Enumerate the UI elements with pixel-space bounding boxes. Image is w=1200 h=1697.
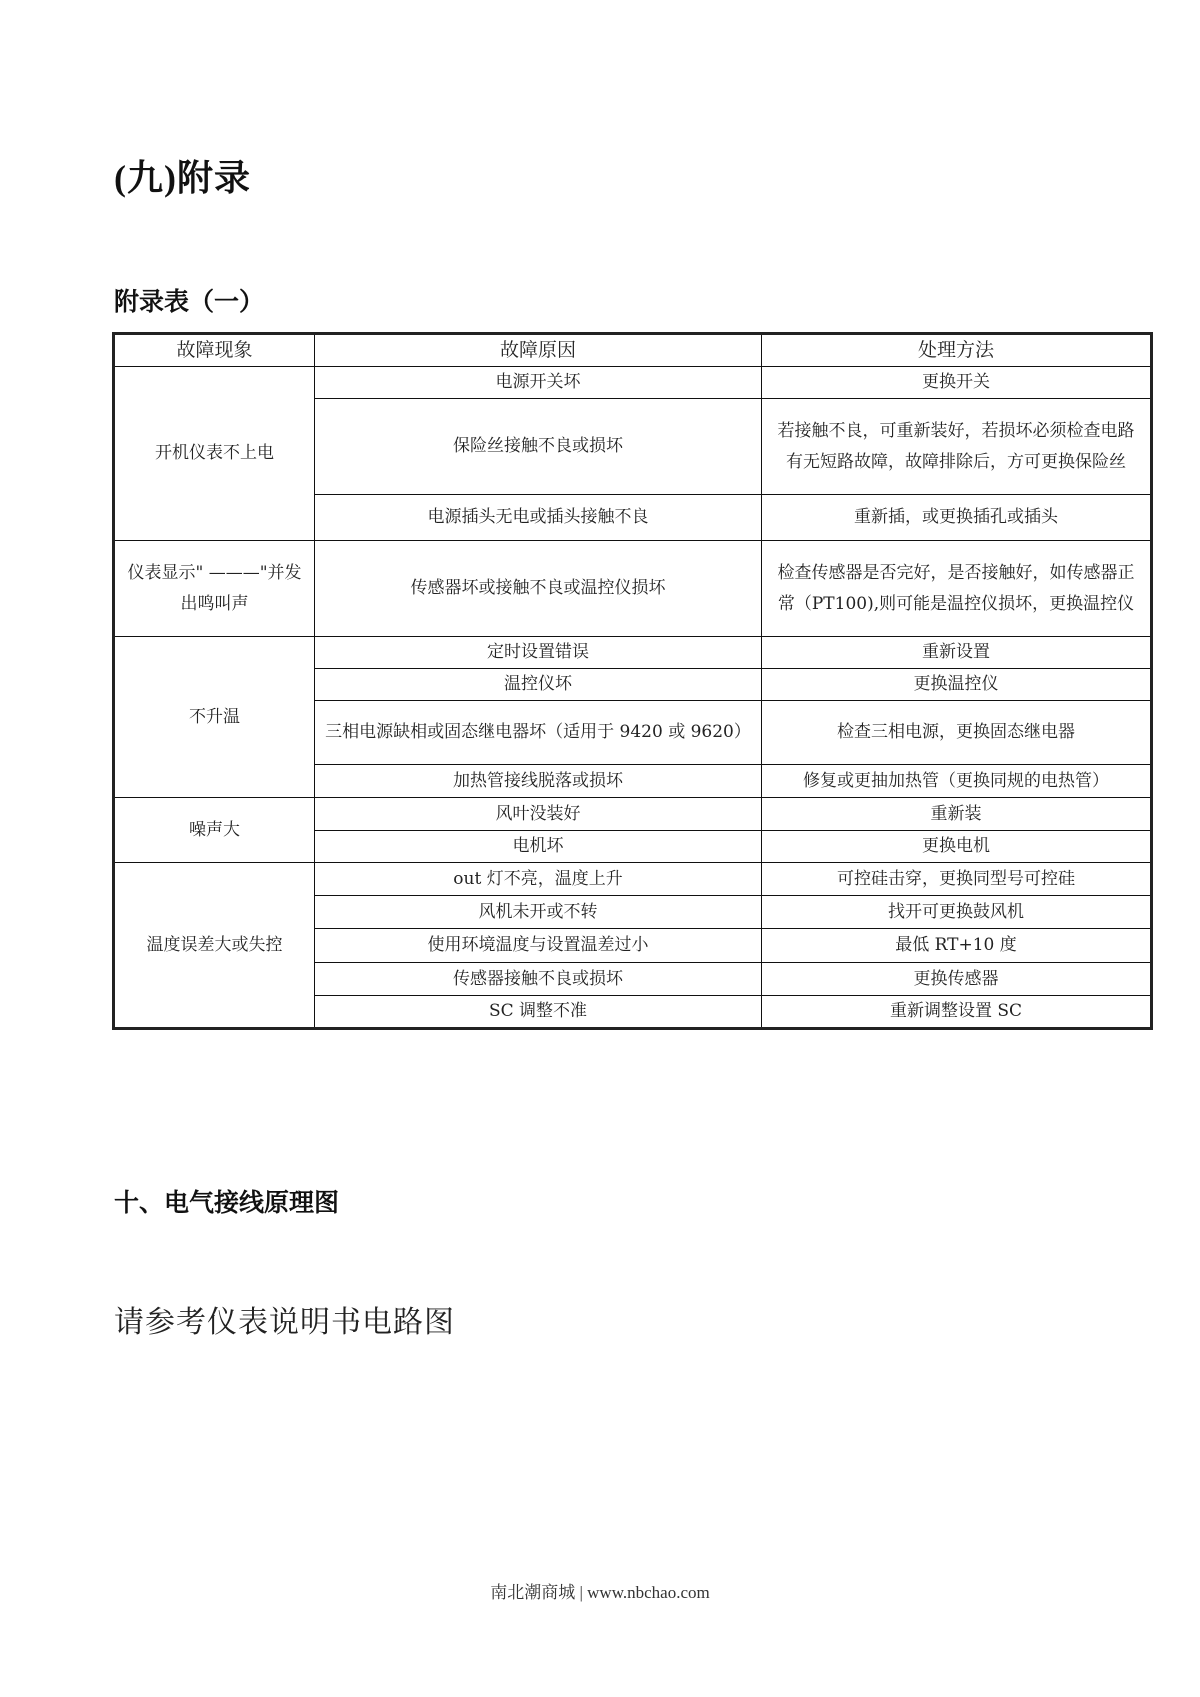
solution-cell: 最低 RT+10 度 bbox=[762, 929, 1152, 963]
cause-cell: 加热管接线脱落或损坏 bbox=[315, 765, 762, 798]
solution-cell: 检查三相电源，更换固态继电器 bbox=[762, 701, 1152, 765]
header-solution: 处理方法 bbox=[762, 334, 1152, 367]
header-cause: 故障原因 bbox=[315, 334, 762, 367]
table-row bbox=[114, 863, 1152, 896]
cause-cell: 风叶没装好 bbox=[315, 798, 762, 831]
symptom-cell: 噪声大 bbox=[114, 798, 315, 863]
cause-cell: 传感器坏或接触不良或温控仪损坏 bbox=[315, 541, 762, 637]
symptom-cell: 不升温 bbox=[114, 637, 315, 798]
solution-cell: 若接触不良，可重新装好，若损坏必须检查电路有无短路故障，故障排除后，方可更换保险丝 bbox=[762, 399, 1152, 495]
cause-cell: 电源插头无电或插头接触不良 bbox=[315, 495, 762, 541]
solution-cell: 重新装 bbox=[762, 798, 1152, 831]
solution-cell: 重新插，或更换插孔或插头 bbox=[762, 495, 1152, 541]
solution-cell: 更换传感器 bbox=[762, 963, 1152, 996]
footer-watermark: 南北潮商城 | www.nbchao.com bbox=[490, 1583, 710, 1602]
table-row bbox=[114, 637, 1152, 669]
symptom-cell: 开机仪表不上电 bbox=[114, 367, 315, 541]
solution-cell: 可控硅击穿，更换同型号可控硅 bbox=[762, 863, 1152, 896]
cause-cell: 使用环境温度与设置温差过小 bbox=[315, 929, 762, 963]
symptom-cell: 温度误差大或失控 bbox=[114, 863, 315, 1029]
section-title: (九)附录 bbox=[114, 158, 251, 198]
table-row bbox=[114, 541, 1152, 637]
cause-cell: 电源开关坏 bbox=[315, 367, 762, 399]
section2-note: 请参考仪表说明书电路图 bbox=[114, 1305, 455, 1340]
solution-cell: 找开可更换鼓风机 bbox=[762, 896, 1152, 929]
table-header-row bbox=[114, 334, 1152, 367]
section2-title: 十、电气接线原理图 bbox=[114, 1188, 340, 1217]
cause-cell: 温控仪坏 bbox=[315, 669, 762, 701]
solution-cell: 重新调整设置 SC bbox=[762, 996, 1152, 1029]
cause-cell: 传感器接触不良或损坏 bbox=[315, 963, 762, 996]
solution-cell: 更换电机 bbox=[762, 831, 1152, 863]
cause-cell: out 灯不亮，温度上升 bbox=[315, 863, 762, 896]
solution-cell: 修复或更抽加热管（更换同规的电热管） bbox=[762, 765, 1152, 798]
cause-cell: 定时设置错误 bbox=[315, 637, 762, 669]
solution-cell: 重新设置 bbox=[762, 637, 1152, 669]
fault-table bbox=[112, 332, 1153, 1030]
solution-cell: 更换开关 bbox=[762, 367, 1152, 399]
cause-cell: 电机坏 bbox=[315, 831, 762, 863]
symptom-cell: 仪表显示" ———"并发出鸣叫声 bbox=[114, 541, 315, 637]
cause-cell: 风机未开或不转 bbox=[315, 896, 762, 929]
solution-cell: 检查传感器是否完好，是否接触好，如传感器正常（PT100),则可能是温控仪损坏，更换温控仪 bbox=[762, 541, 1152, 637]
cause-cell: 三相电源缺相或固态继电器坏（适用于 9420 或 9620） bbox=[315, 701, 762, 765]
cause-cell: 保险丝接触不良或损坏 bbox=[315, 399, 762, 495]
table-row bbox=[114, 367, 1152, 399]
solution-cell: 更换温控仪 bbox=[762, 669, 1152, 701]
table-title: 附录表（一） bbox=[114, 287, 265, 316]
cause-cell: SC 调整不准 bbox=[315, 996, 762, 1029]
header-symptom: 故障现象 bbox=[114, 334, 315, 367]
table-row bbox=[114, 798, 1152, 831]
